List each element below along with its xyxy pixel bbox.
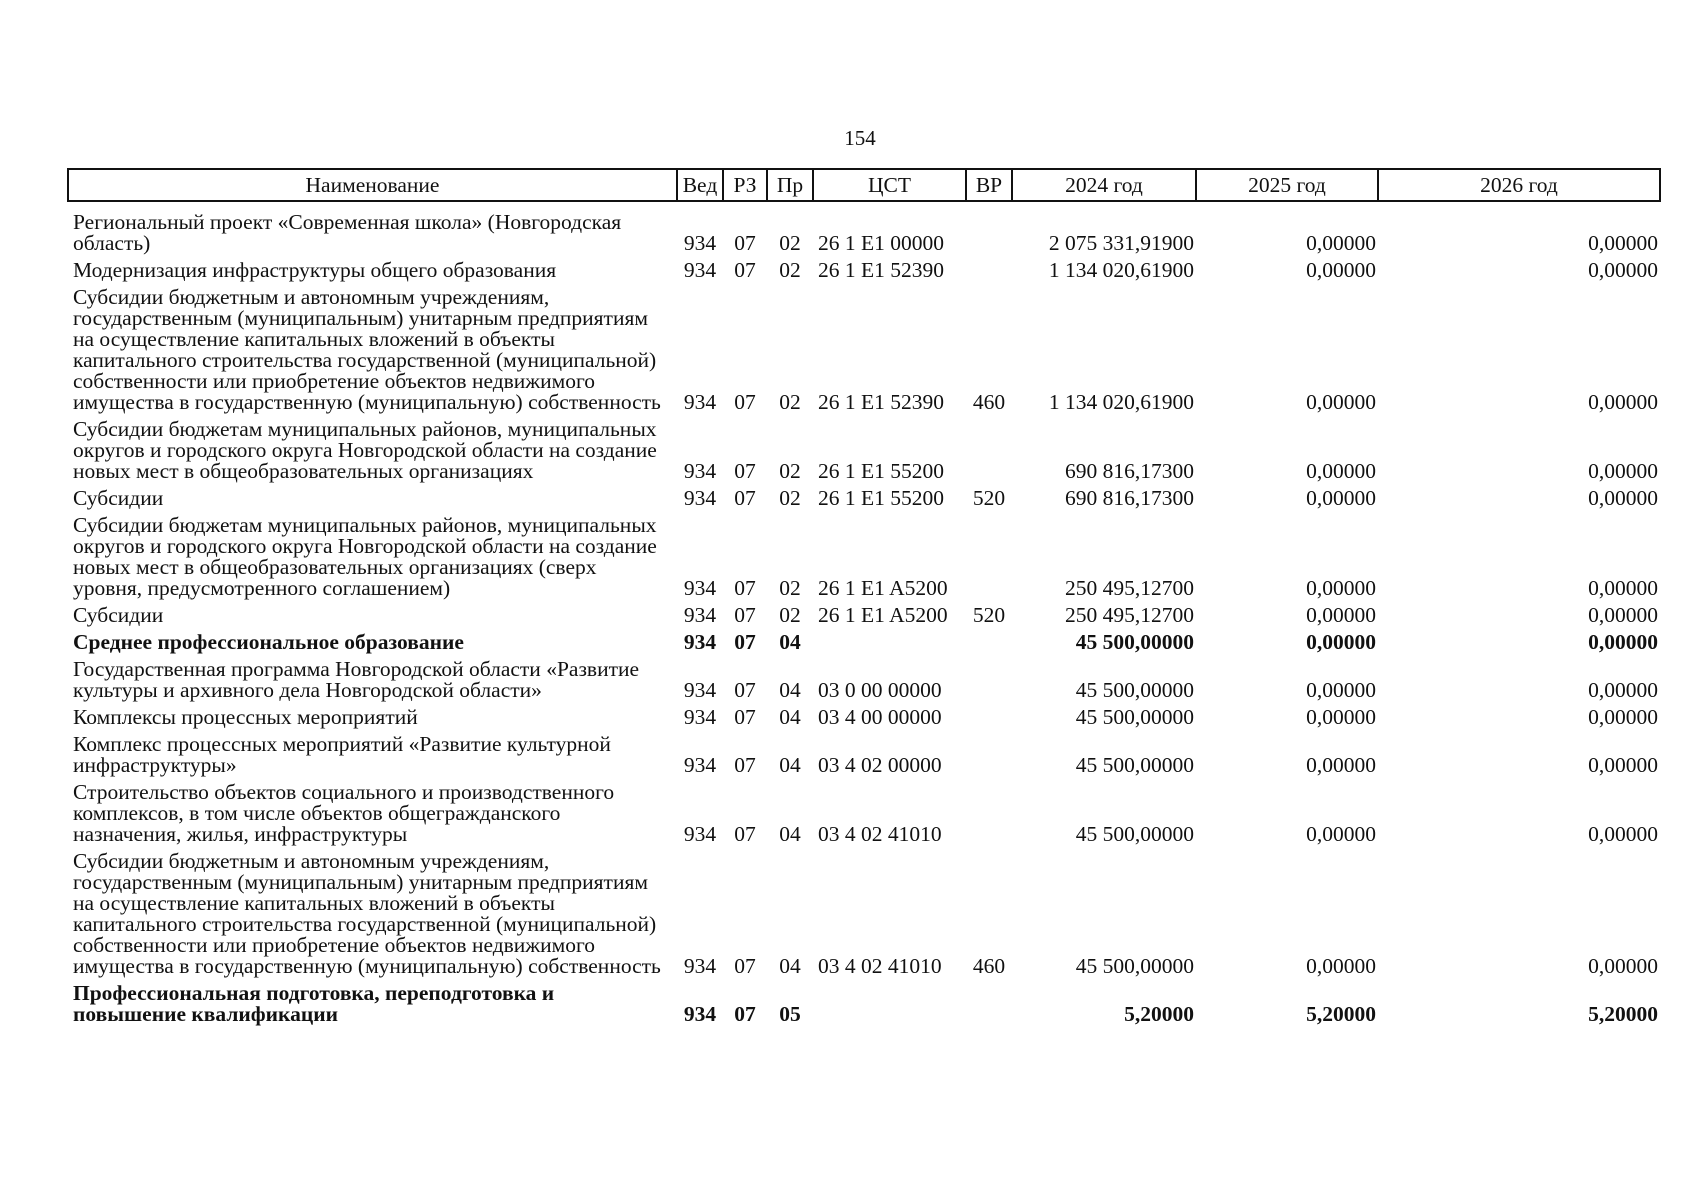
row-vr: 520: [972, 603, 1006, 627]
row-pr: 02: [779, 258, 801, 282]
row-cst: [813, 981, 966, 1029]
row-pr: 04: [779, 954, 801, 978]
row-name: Субсидии бюджетным и автономным учреждениям, государственным (муниципальным) унитарным предприятиям на осуществление капитальных вложений в объекты капитального строительства государственной (муниципальной) собственности или приобретение объектов недвижимого имущества в государственную (муниципальную) собственность: [73, 849, 661, 978]
row-vr: [966, 513, 1012, 603]
row-vr: [966, 630, 1012, 657]
header-2025: 2025 год: [1196, 169, 1378, 201]
row-ved: 934: [683, 753, 717, 777]
row-rz: 07: [734, 630, 756, 654]
row-vr: [966, 417, 1012, 486]
row-ved: 934: [683, 486, 717, 510]
row-2025: 0,00000: [1306, 705, 1376, 729]
row-2025: 5,20000: [1306, 1002, 1376, 1026]
row-pr: 02: [779, 231, 801, 255]
row-2026: 0,00000: [1588, 603, 1658, 627]
row-ved: 934: [683, 1002, 717, 1026]
row-cst: 03 0 00 00000: [818, 678, 942, 702]
row-2025: 0,00000: [1306, 486, 1376, 510]
row-2026: 0,00000: [1588, 486, 1658, 510]
row-2026: 0,00000: [1588, 822, 1658, 846]
row-2024: 5,20000: [1124, 1002, 1194, 1026]
row-2024: 1 134 020,61900: [1048, 258, 1194, 282]
row-ved: 934: [683, 258, 717, 282]
row-2026: 0,00000: [1588, 753, 1658, 777]
table-row: [68, 285, 1660, 417]
row-pr: 02: [779, 390, 801, 414]
table-row: [68, 732, 1660, 780]
row-2025: 0,00000: [1306, 459, 1376, 483]
header-ved: Вед: [677, 169, 723, 201]
row-2025: 0,00000: [1306, 231, 1376, 255]
row-vr: [966, 657, 1012, 705]
row-2026: 0,00000: [1588, 678, 1658, 702]
table-row: [68, 513, 1660, 603]
row-cst: 03 4 02 41010: [818, 822, 942, 846]
row-ved: 934: [683, 822, 717, 846]
row-vr: [966, 732, 1012, 780]
row-name: Субсидии: [73, 486, 164, 510]
row-vr: [966, 780, 1012, 849]
row-pr: 02: [779, 486, 801, 510]
row-name: Комплекс процессных мероприятий «Развитие культурной инфраструктуры»: [73, 732, 611, 777]
row-name: Профессиональная подготовка, переподготовка и повышение квалификации: [73, 981, 555, 1026]
row-pr: 04: [779, 705, 801, 729]
row-2024: 250 495,12700: [1065, 576, 1194, 600]
row-name: Региональный проект «Современная школа» (Новгородская область): [73, 210, 622, 255]
row-rz: 07: [734, 390, 756, 414]
table-row: [68, 657, 1660, 705]
row-2025: 0,00000: [1306, 753, 1376, 777]
row-pr: 04: [779, 630, 801, 654]
row-rz: 07: [734, 753, 756, 777]
row-2024: 1 134 020,61900: [1048, 390, 1194, 414]
row-2026: 0,00000: [1588, 705, 1658, 729]
row-vr: 520: [972, 486, 1006, 510]
row-vr: [966, 201, 1012, 258]
row-2025: 0,00000: [1306, 954, 1376, 978]
row-2024: 45 500,00000: [1075, 678, 1194, 702]
table-row: [68, 705, 1660, 732]
row-cst: 26 1 E1 A5200: [818, 576, 948, 600]
row-cst: 26 1 E1 52390: [818, 258, 945, 282]
row-2025: 0,00000: [1306, 630, 1376, 654]
row-rz: 07: [734, 576, 756, 600]
row-2024: 690 816,17300: [1065, 459, 1194, 483]
row-vr: [966, 258, 1012, 285]
page-number: 154: [844, 126, 876, 150]
row-2025: 0,00000: [1306, 258, 1376, 282]
header-vr: ВР: [966, 169, 1012, 201]
row-rz: 07: [734, 822, 756, 846]
header-pr: Пр: [767, 169, 813, 201]
row-2026: 5,20000: [1588, 1002, 1658, 1026]
row-cst: 26 1 E1 55200: [818, 459, 945, 483]
row-2024: 45 500,00000: [1075, 822, 1194, 846]
row-rz: 07: [734, 954, 756, 978]
row-2024: 45 500,00000: [1075, 954, 1194, 978]
row-cst: 26 1 E1 A5200: [818, 603, 948, 627]
row-pr: 02: [779, 459, 801, 483]
row-2024: 45 500,00000: [1075, 753, 1194, 777]
row-rz: 07: [734, 459, 756, 483]
row-name: Строительство объектов социального и производственного комплексов, в том числе объектов общегражданского назначения, жилья, инфраструктуры: [73, 780, 615, 846]
row-vr: 460: [972, 390, 1006, 414]
row-name: Субсидии бюджетам муниципальных районов, муниципальных округов и городского округа Новгородской области на создание новых мест в общеобразовательных организациях: [73, 417, 657, 483]
row-ved: 934: [683, 603, 717, 627]
row-ved: 934: [683, 231, 717, 255]
table-row: [68, 486, 1660, 513]
row-2026: 0,00000: [1588, 231, 1658, 255]
row-2024: 45 500,00000: [1075, 705, 1194, 729]
row-2025: 0,00000: [1306, 390, 1376, 414]
row-2025: 0,00000: [1306, 603, 1376, 627]
table-row: [68, 780, 1660, 849]
row-name: Субсидии бюджетам муниципальных районов, муниципальных округов и городского округа Новгородской области на создание новых мест в общеобразовательных организациях (сверх уровня, предусмотренного соглашением): [73, 513, 657, 600]
row-cst: [813, 630, 966, 657]
row-rz: 07: [734, 1002, 756, 1026]
row-2024: 690 816,17300: [1065, 486, 1194, 510]
row-pr: 04: [779, 822, 801, 846]
row-cst: 26 1 E1 55200: [818, 486, 945, 510]
row-2026: 0,00000: [1588, 459, 1658, 483]
table-row: [68, 201, 1660, 258]
row-ved: 934: [683, 954, 717, 978]
table-row: [68, 603, 1660, 630]
row-2026: 0,00000: [1588, 258, 1658, 282]
row-pr: 02: [779, 576, 801, 600]
row-rz: 07: [734, 678, 756, 702]
header-2024: 2024 год: [1012, 169, 1196, 201]
table-row: [68, 258, 1660, 285]
row-cst: 03 4 00 00000: [818, 705, 942, 729]
row-2025: 0,00000: [1306, 678, 1376, 702]
row-pr: 05: [779, 1002, 801, 1026]
header-2026: 2026 год: [1378, 169, 1660, 201]
row-ved: 934: [683, 576, 717, 600]
row-ved: 934: [683, 630, 717, 654]
row-ved: 934: [683, 390, 717, 414]
header-cst: ЦСТ: [813, 169, 966, 201]
row-2025: 0,00000: [1306, 576, 1376, 600]
row-name: Модернизация инфраструктуры общего образования: [73, 258, 557, 282]
row-name: Субсидии бюджетным и автономным учреждениям, государственным (муниципальным) унитарным предприятиям на осуществление капитальных вложений в объекты капитального строительства государственной (муниципальной) собственности или приобретение объектов недвижимого имущества в государственную (муниципальную) собственность: [73, 285, 661, 414]
row-rz: 07: [734, 603, 756, 627]
row-ved: 934: [683, 678, 717, 702]
row-pr: 04: [779, 678, 801, 702]
row-ved: 934: [683, 459, 717, 483]
header-row: [68, 169, 1660, 201]
row-name: Государственная программа Новгородской области «Развитие культуры и архивного дела Новгородской области»: [73, 657, 640, 702]
row-cst: 26 1 E1 00000: [818, 231, 945, 255]
row-2024: 45 500,00000: [1075, 630, 1194, 654]
row-ved: 934: [683, 705, 717, 729]
row-cst: 03 4 02 41010: [818, 954, 942, 978]
row-pr: 04: [779, 753, 801, 777]
row-name: Среднее профессиональное образование: [73, 630, 464, 654]
row-2024: 2 075 331,91900: [1048, 231, 1194, 255]
header-rz: РЗ: [723, 169, 767, 201]
row-name: Комплексы процессных мероприятий: [73, 705, 418, 729]
row-rz: 07: [734, 258, 756, 282]
row-rz: 07: [734, 231, 756, 255]
table-row: [68, 849, 1660, 981]
row-cst: 03 4 02 00000: [818, 753, 942, 777]
row-vr: [966, 981, 1012, 1029]
row-2026: 0,00000: [1588, 954, 1658, 978]
row-name: Субсидии: [73, 603, 164, 627]
row-2026: 0,00000: [1588, 630, 1658, 654]
budget-table: [67, 168, 1661, 1029]
row-rz: 07: [734, 705, 756, 729]
row-2026: 0,00000: [1588, 576, 1658, 600]
row-2026: 0,00000: [1588, 390, 1658, 414]
row-2024: 250 495,12700: [1065, 603, 1194, 627]
header-name: Наименование: [68, 169, 677, 201]
row-cst: 26 1 E1 52390: [818, 390, 945, 414]
table-row-section: [68, 630, 1660, 657]
row-rz: 07: [734, 486, 756, 510]
row-pr: 02: [779, 603, 801, 627]
table-row-section: [68, 981, 1660, 1029]
row-vr: 460: [972, 954, 1006, 978]
table-row: [68, 417, 1660, 486]
row-vr: [966, 705, 1012, 732]
row-2025: 0,00000: [1306, 822, 1376, 846]
